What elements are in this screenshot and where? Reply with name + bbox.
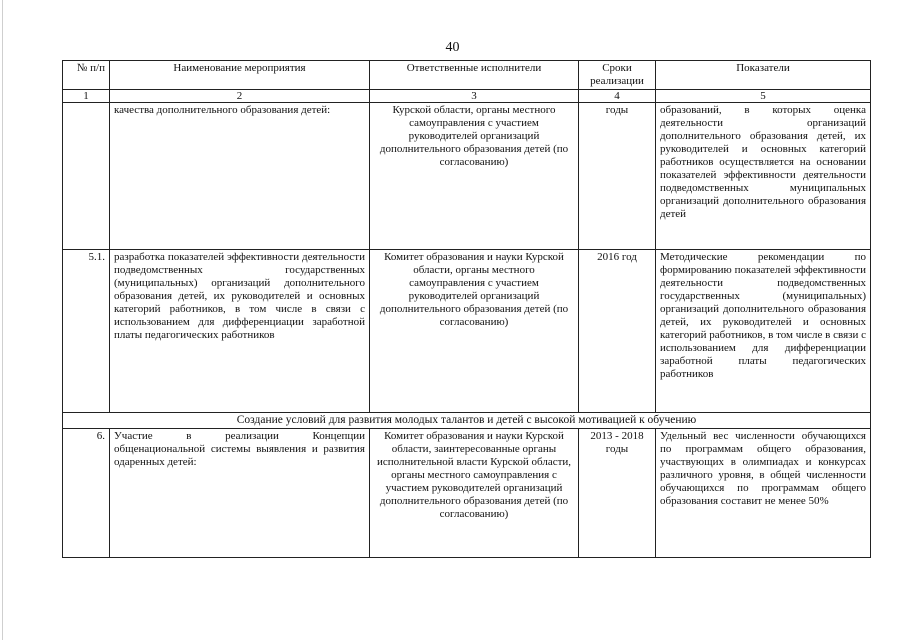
header-terms: Сроки реализации (579, 61, 656, 90)
indicators: Методические рекомендации по формированию показателей эффективности деятельности подведомственных государственных (муниципальных) организаций дополнительного образования детей, их руководителей и основных категорий работников, в том числе в связи с использованием для дифференциации заработной платы педагогических работников (656, 250, 871, 413)
activity-name: разработка показателей эффективности деятельности подведомственных государственных (муниципальных) организаций дополнительного образования детей, их руководителей и основных категорий работников, в том числе в связи с использованием для дифференциации заработной платы педагогических работников (110, 250, 370, 413)
table-row-5-1 (63, 250, 871, 413)
responsible-executors: Курской области, органы местного самоуправления с участием руководителей организаций дополнительного образования детей (по согласованию) (370, 103, 579, 250)
section-title: Создание условий для развития молодых талантов и детей с высокой мотивацией к обучению (63, 413, 871, 429)
header-number: № п/п (63, 61, 110, 90)
activities-table (62, 60, 871, 558)
page-number: 40 (445, 40, 460, 55)
row-number (63, 103, 110, 250)
table-row-6 (63, 429, 871, 558)
implementation-term: годы (579, 103, 656, 250)
column-number: 1 (63, 90, 110, 103)
column-number-row (63, 90, 871, 103)
page-edge (2, 0, 3, 640)
row-number: 6. (63, 429, 110, 558)
header-activity-name: Наименование мероприятия (110, 61, 370, 90)
section-row (63, 413, 871, 429)
activity-name: качества дополнительного образования детей: (110, 103, 370, 250)
column-number: 2 (110, 90, 370, 103)
activity-name: Участие в реализации Концепции общенациональной системы выявления и развития одаренных детей: (110, 429, 370, 558)
indicators: образований, в которых оценка деятельности организаций дополнительного образования детей, их руководителей и основных категорий работников осуществляется на основании показателей эффективности деятельности подведомственных муниципальных организаций дополнительного образования детей (656, 103, 871, 250)
implementation-term: 2013 - 2018 годы (579, 429, 656, 558)
row-number: 5.1. (63, 250, 110, 413)
responsible-executors: Комитет образования и науки Курской области, органы местного самоуправления с участием руководителей организаций дополнительного образования детей (по согласованию) (370, 250, 579, 413)
table-row-continuation (63, 103, 871, 250)
column-number: 4 (579, 90, 656, 103)
responsible-executors: Комитет образования и науки Курской области, заинтересованные органы исполнительной власти Курской области, органы местного самоуправления с участием руководителей организаций дополнительного образования детей (по согласованию) (370, 429, 579, 558)
column-number: 3 (370, 90, 579, 103)
implementation-term: 2016 год (579, 250, 656, 413)
header-indicators: Показатели (656, 61, 871, 90)
column-number: 5 (656, 90, 871, 103)
indicators: Удельный вес численности обучающихся по программам общего образования, участвующих в олимпиадах и конкурсах различного уровня, в общей численности обучающихся по программам общего образования составит не менее 50% (656, 429, 871, 558)
table-header-row (63, 61, 871, 90)
header-responsible: Ответственные исполнители (370, 61, 579, 90)
